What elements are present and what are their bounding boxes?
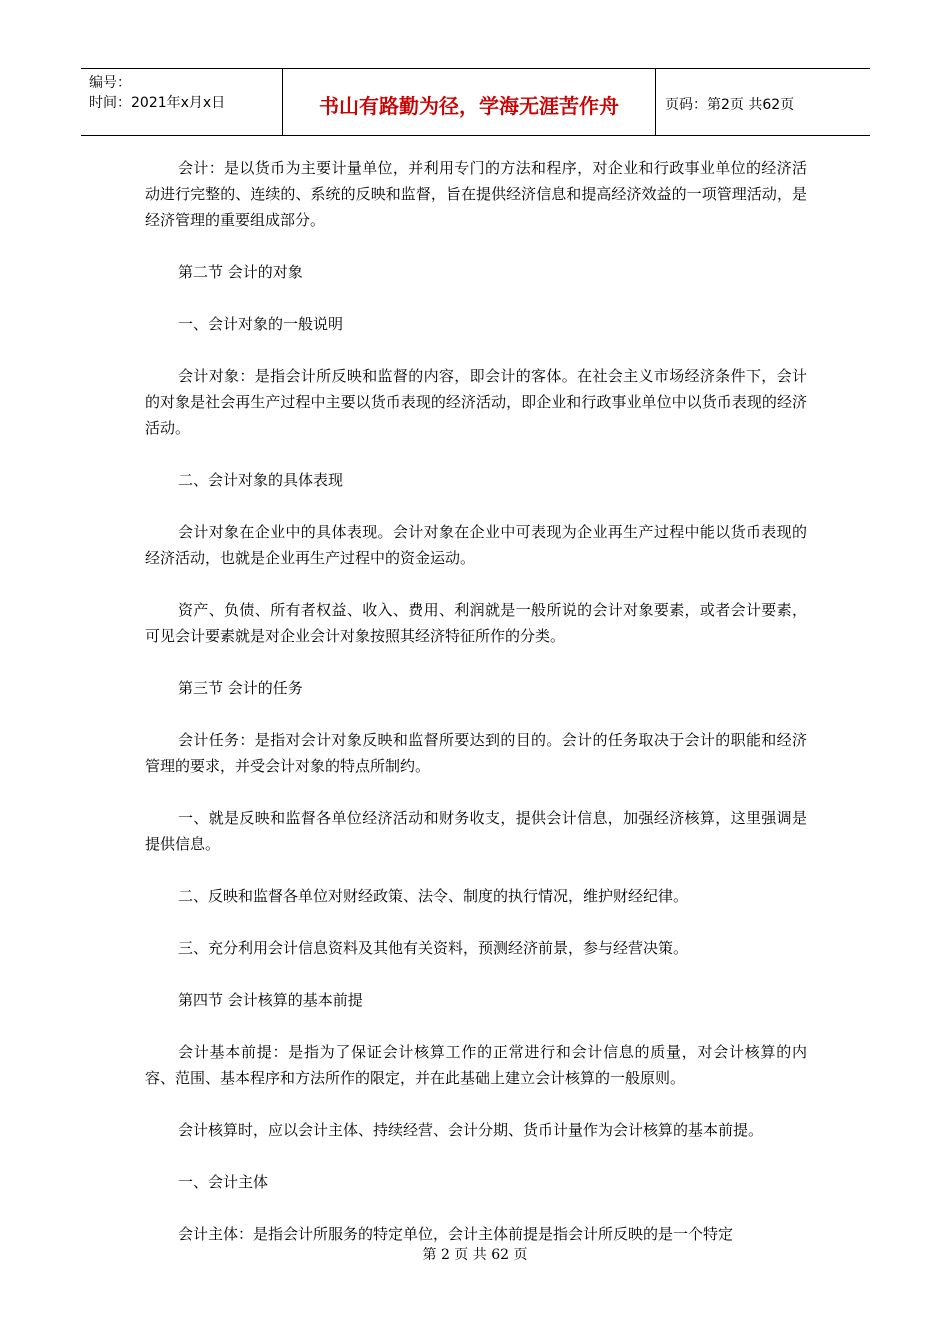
list-item: 二、反映和监督各单位对财经政策、法令、制度的执行情况，维护财经纪律。 — [178, 887, 689, 905]
section-heading-3: 第三节 会计的任务 — [178, 679, 303, 697]
page-footer: 第 2 页 共 62 页 — [422, 1247, 528, 1263]
subheading: 一、会计对象的一般说明 — [178, 315, 344, 333]
paragraph: 会计对象在企业中的具体表现。会计对象在企业中可表现为企业再生产过程中能以货币表现的经济活动，也就是企业再生产过程中的资金运动。 — [145, 523, 807, 567]
paragraph: 会计核算时，应以会计主体、持续经营、会计分期、货币计量作为会计核算的基本前提。 — [178, 1121, 764, 1139]
section-heading-2: 第二节 会计的对象 — [178, 263, 303, 281]
time-label: 时间：2021年x月x日 — [89, 95, 226, 111]
paragraph: 会计任务：是指对会计对象反映和监督所要达到的目的。会计的任务取决于会计的职能和经济管理的要求，并受会计对象的特点所制约。 — [145, 731, 807, 775]
subheading: 一、会计主体 — [178, 1173, 269, 1191]
subheading: 二、会计对象的具体表现 — [178, 471, 344, 489]
number-label: 编号： — [89, 75, 131, 91]
paragraph-definition: 会计：是以货币为主要计量单位，并利用专门的方法和程序，对企业和行政事业单位的经济活动进行完整的、连续的、系统的反映和监督，旨在提供经济信息和提高经济效益的一项管理活动，是经济管理的重要组成部分。 — [145, 159, 807, 229]
motto: 书山有路勤为径，学海无涯苦作舟 — [283, 69, 656, 135]
page-info: 页码：第2页 共62页 — [665, 97, 795, 113]
header-meta — [81, 69, 283, 135]
paragraph: 会计主体：是指会计所服务的特定单位，会计主体前提是指会计所反映的是一个特定 — [178, 1225, 734, 1243]
paragraph: 会计基本前提：是指为了保证会计核算工作的正常进行和会计信息的质量，对会计核算的内容、范围、基本程序和方法所作的限定，并在此基础上建立会计核算的一般原则。 — [145, 1043, 807, 1087]
list-item: 三、充分利用会计信息资料及其他有关资料，预测经济前景，参与经营决策。 — [178, 939, 689, 957]
paragraph: 资产、负债、所有者权益、收入、费用、利润就是一般所说的会计对象要素，或者会计要素，可见会计要素就是对企业会计对象按照其经济特征所作的分类。 — [145, 601, 807, 645]
paragraph: 会计对象：是指会计所反映和监督的内容，即会计的客体。在社会主义市场经济条件下，会计的对象是社会再生产过程中主要以货币表现的经济活动，即企业和行政事业单位中以货币表现的经济活动。 — [145, 367, 807, 437]
list-item: 一、就是反映和监督各单位经济活动和财务收支，提供会计信息，加强经济核算，这里强调是提供信息。 — [145, 809, 807, 853]
document-body — [145, 155, 807, 1273]
document-header — [81, 68, 870, 136]
section-heading-4: 第四节 会计核算的基本前提 — [178, 991, 363, 1009]
